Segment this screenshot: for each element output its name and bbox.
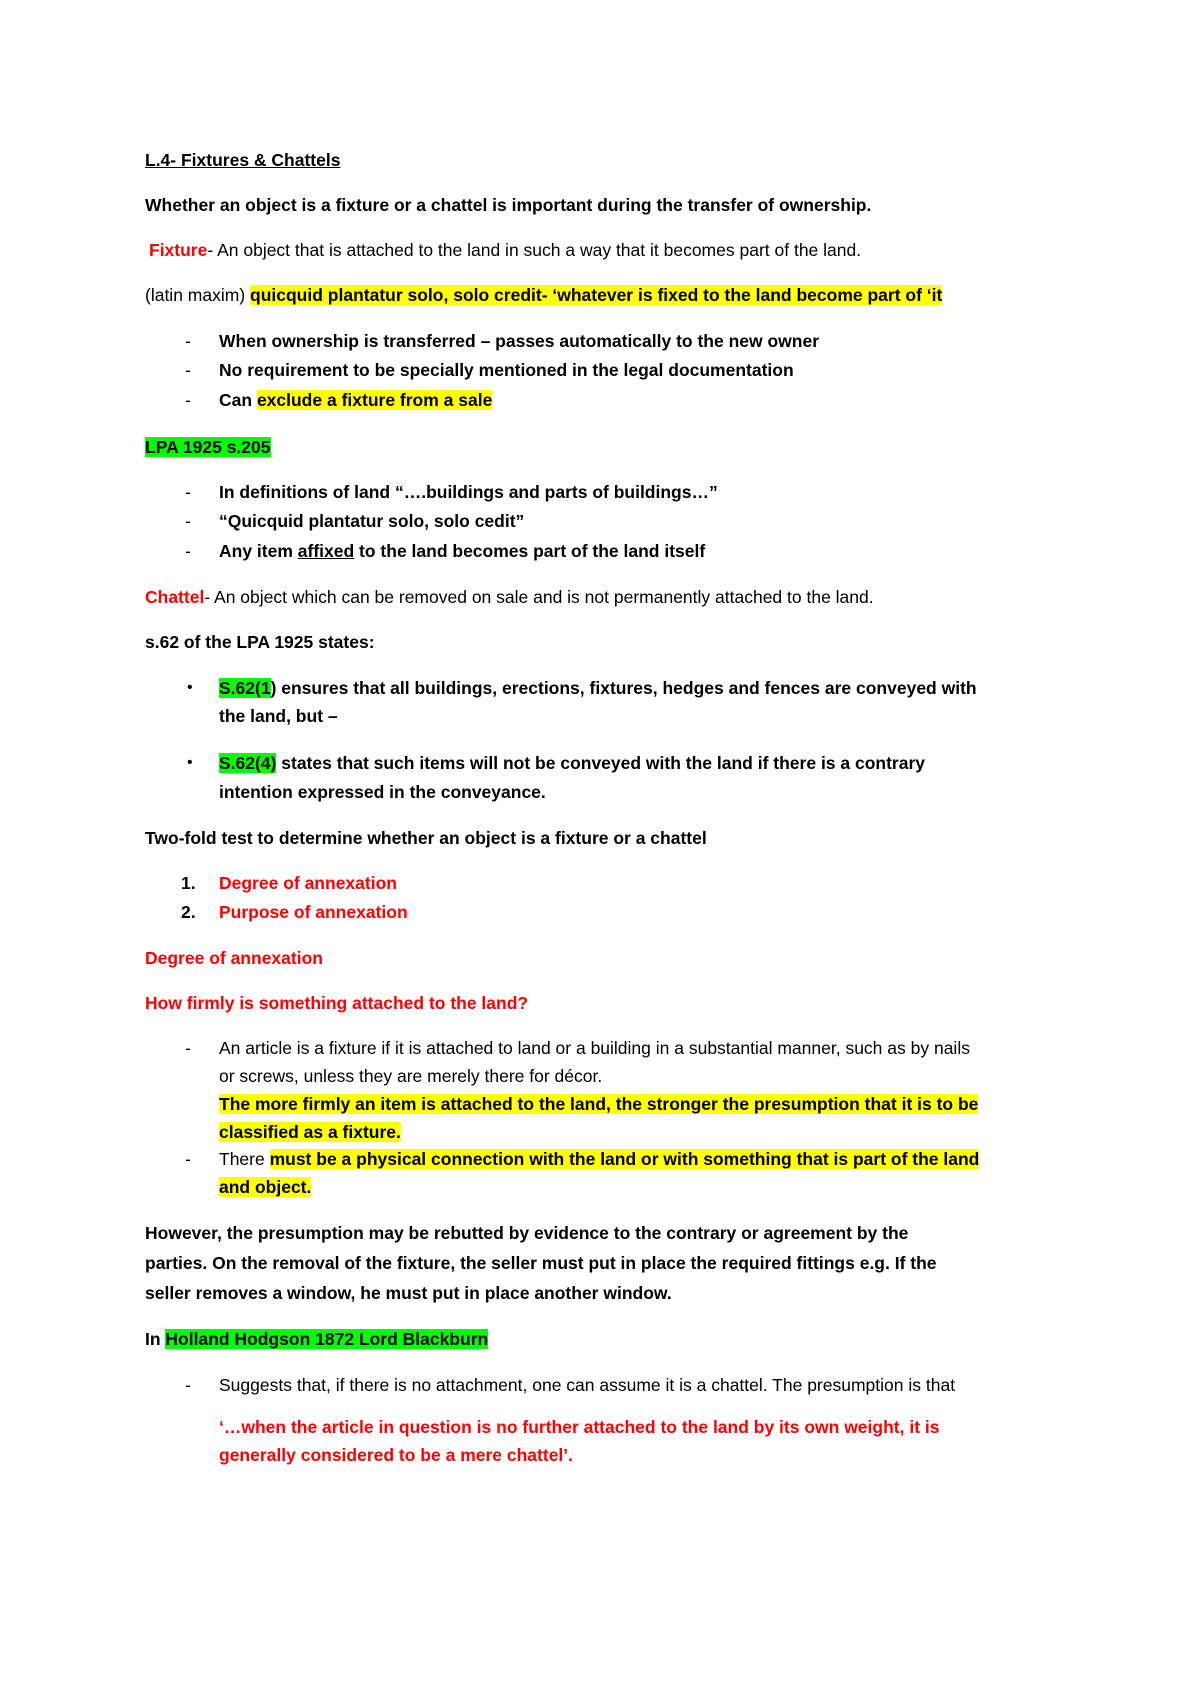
latin-maxim-prefix: (latin maxim) (145, 285, 251, 305)
list-item-highlight: exclude a fixture from a sale (256, 390, 493, 410)
list-item: In definitions of land “….buildings and parts of buildings…” (219, 482, 718, 502)
list-item-part: Any item (219, 541, 298, 561)
list-dash: - (185, 1375, 191, 1395)
list-dash: - (185, 541, 191, 561)
list-item-continued (219, 1092, 978, 1116)
list-dash: - (185, 331, 191, 351)
connection-highlight: must be a physical connection with the land or with something that is part of the land (269, 1149, 980, 1169)
list-item (219, 676, 977, 700)
intro-paragraph: Whether an object is a fixture or a chattel is important during the transfer of ownership. (145, 195, 872, 215)
list-item (219, 751, 925, 775)
paragraph-line: However, the presumption may be rebutted by evidence to the contrary or agreement by the (145, 1223, 909, 1243)
list-item-part: to the land becomes part of the land itself (354, 541, 706, 561)
two-fold-test-intro: Two-fold test to determine whether an object is a fixture or a chattel (145, 828, 707, 848)
list-item-continued: the land, but – (219, 706, 338, 726)
list-item-continued (219, 1120, 401, 1144)
bullet-icon: • (187, 754, 193, 771)
list-item-text: states that such items will not be conveyed with the land if there is a contrary (276, 753, 926, 773)
s62-intro: s.62 of the LPA 1925 states: (145, 632, 375, 652)
list-dash: - (185, 511, 191, 531)
lpa-heading-text: LPA 1925 s.205 (145, 437, 271, 457)
lpa-heading (145, 435, 271, 459)
s62-4-reference: S.62(4) (219, 753, 277, 773)
latin-maxim (145, 283, 942, 307)
fixture-definition-text: - An object that is attached to the land in such a way that it becomes part of the land. (207, 240, 862, 260)
list-item: No requirement to be specially mentioned in the legal documentation (219, 360, 794, 380)
list-number: 2. (181, 902, 196, 922)
s62-1-reference: S.62(1 (219, 678, 271, 698)
list-item-text: ) ensures that all buildings, erections, fixtures, hedges and fences are conveyed with (270, 678, 977, 698)
degree-heading: Degree of annexation (145, 948, 323, 968)
presumption-highlight: The more firmly an item is attached to the land, the stronger the presumption that it is to be (219, 1094, 979, 1114)
list-item-continued: intention expressed in the conveyance. (219, 782, 546, 802)
fixture-definition (149, 238, 861, 262)
fixture-term: Fixture (149, 240, 208, 260)
list-item-prefix: Can (219, 390, 257, 410)
list-item: “Quicquid plantatur solo, solo cedit” (219, 511, 525, 531)
list-item-continued: or screws, unless they are merely there for décor. (219, 1066, 603, 1086)
list-item: Degree of annexation (219, 873, 397, 893)
case-name: Holland Hodgson 1872 Lord Blackburn (165, 1329, 489, 1349)
case-quote: ‘…when the article in question is no further attached to the land by its own weight, it is (219, 1417, 940, 1437)
paragraph-line: seller removes a window, he must put in place another window. (145, 1283, 672, 1303)
chattel-definition (145, 585, 874, 609)
list-number: 1. (181, 873, 196, 893)
list-dash: - (185, 390, 191, 410)
degree-question: How firmly is something attached to the land? (145, 993, 529, 1013)
case-prefix: In (145, 1329, 166, 1349)
page-title: L.4- Fixtures & Chattels (145, 150, 341, 170)
list-dash: - (185, 1038, 191, 1058)
presumption-highlight: classified as a fixture. (219, 1122, 401, 1142)
list-item: Purpose of annexation (219, 902, 408, 922)
list-item (219, 1147, 979, 1171)
bullet-icon: • (187, 679, 193, 696)
list-item: An article is a fixture if it is attached to land or a building in a substantial manner, such as by nails (219, 1038, 970, 1058)
case-heading (145, 1327, 488, 1351)
chattel-term: Chattel (145, 587, 205, 607)
list-dash: - (185, 1149, 191, 1169)
chattel-definition-text: - An object which can be removed on sale and is not permanently attached to the land. (204, 587, 874, 607)
connection-highlight: and object. (219, 1177, 312, 1197)
list-dash: - (185, 360, 191, 380)
list-item-prefix: There (219, 1149, 270, 1169)
list-item (219, 539, 705, 563)
list-item: When ownership is transferred – passes automatically to the new owner (219, 331, 820, 351)
affixed-word: affixed (297, 541, 355, 561)
list-item-continued (219, 1175, 311, 1199)
list-dash: - (185, 482, 191, 502)
latin-maxim-text: quicquid plantatur solo, solo credit- ‘whatever is fixed to the land become part of ‘it (250, 285, 943, 305)
paragraph-line: parties. On the removal of the fixture, the seller must put in place the required fittings e.g. If the (145, 1253, 937, 1273)
list-item: Suggests that, if there is no attachment, one can assume it is a chattel. The presumption is that (219, 1375, 956, 1395)
case-quote: generally considered to be a mere chattel’. (219, 1445, 574, 1465)
list-item (219, 388, 492, 412)
